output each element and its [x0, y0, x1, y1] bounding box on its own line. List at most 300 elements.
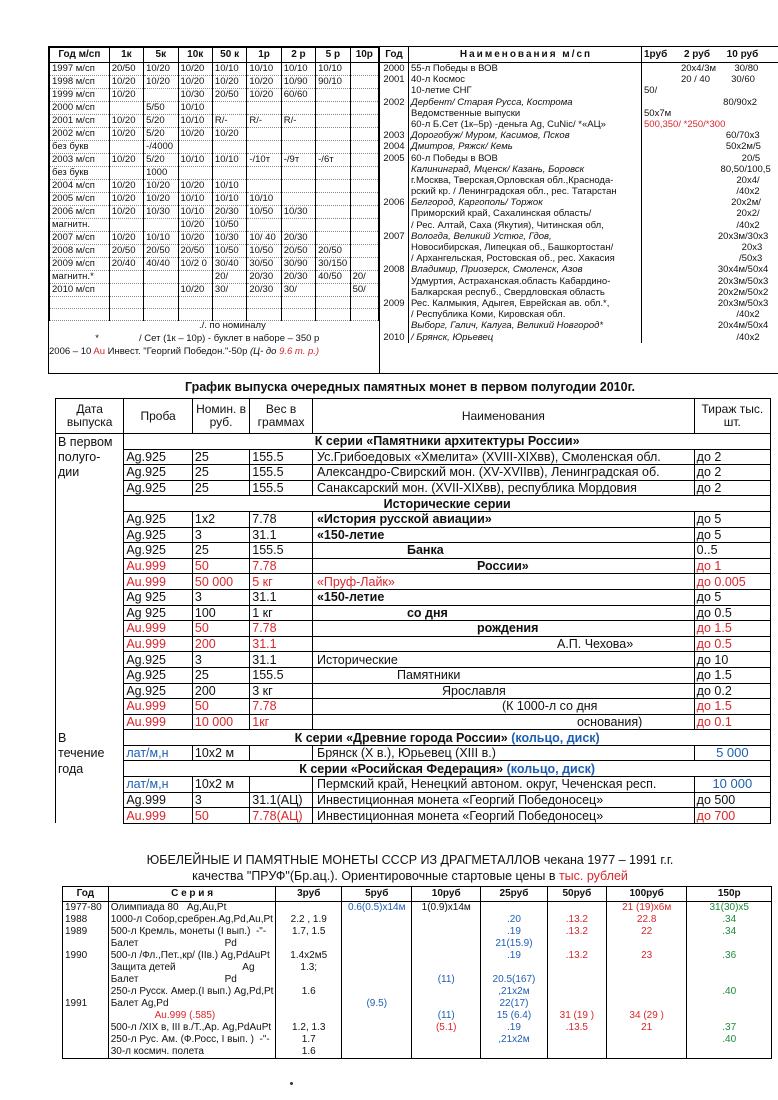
- mintage: до 5: [694, 511, 770, 527]
- soviet-price: [547, 938, 606, 950]
- sets-cell: 20/50: [109, 63, 143, 76]
- series-heading-text: К серии «Памятники архитектуры России»: [314, 434, 580, 449]
- sets-row: [50, 258, 379, 271]
- series-heading: [124, 496, 771, 512]
- mintage: до 0.5: [694, 636, 770, 652]
- fineness: Au.999: [124, 574, 193, 590]
- sets-col-header: 5 р: [316, 48, 350, 63]
- footnote-invest: Инвест. "Георгий Победон."-50р: [105, 346, 248, 357]
- soviet-price: 1.3;: [276, 962, 342, 974]
- schedule-row: [56, 699, 771, 715]
- weight: 7.78: [250, 699, 313, 715]
- release-date: [56, 808, 124, 824]
- denomination: 50: [192, 808, 249, 824]
- soviet-col-header: 3руб: [276, 887, 342, 902]
- weight: 7.78: [250, 558, 313, 574]
- soviet-row: [63, 986, 772, 998]
- sets-cell: 10/20: [109, 154, 143, 167]
- sets-cell: R/-: [247, 115, 281, 128]
- sets-cell: [109, 271, 143, 284]
- sets-cell: [109, 219, 143, 232]
- soviet-price: [606, 986, 687, 998]
- fineness: Au.999: [124, 699, 193, 715]
- commemorative-row: [380, 119, 778, 130]
- schedule-row: [56, 465, 771, 481]
- series-heading: [124, 730, 771, 746]
- commemorative-row: [380, 298, 778, 309]
- sets-row: [50, 193, 379, 206]
- sets-row: [50, 271, 379, 284]
- soviet-price: .13.2: [547, 914, 606, 926]
- sets-row: [50, 284, 379, 297]
- sets-cell: 10/20: [109, 193, 143, 206]
- sets-row-year: 2000 м/сп: [50, 102, 110, 115]
- weight: 31.1(АЦ): [250, 792, 313, 808]
- soviet-price: .19: [480, 1022, 547, 1034]
- commemorative-name: Ведомственные выпуски: [409, 108, 642, 119]
- soviet-price: .13.5: [547, 1022, 606, 1034]
- sets-cell: 40/40: [144, 258, 178, 271]
- weight: 7.78(АЦ): [250, 808, 313, 824]
- coin-name: Инвестиционная монета «Георгий Победоносец»: [312, 792, 694, 808]
- coin-name: «История русской авиации»: [312, 511, 694, 527]
- sets-cell: 10/50: [247, 245, 281, 258]
- schedule-row: [56, 714, 771, 730]
- sets-cell: 90/10: [316, 76, 350, 89]
- commemorative-name: 10-летие СНГ: [409, 85, 642, 96]
- commemorative-year: [380, 253, 409, 264]
- soviet-series: Балет Pd: [108, 938, 276, 950]
- sets-cell: [350, 128, 378, 141]
- commemorative-name: / Архангельская, Ростовская об., рес. Хакасия: [409, 253, 642, 264]
- sets-cell: 10/20: [212, 128, 246, 141]
- soviet-price: [547, 902, 606, 915]
- sets-row-year: 2005 м/сп: [50, 193, 110, 206]
- commemorative-price: 20х4м/50х4: [644, 320, 769, 332]
- sets-cell: 10/10: [144, 232, 178, 245]
- sets-cell: [212, 141, 246, 154]
- weight: [250, 745, 313, 761]
- sets-col-header: 1р: [247, 48, 281, 63]
- sets-cell: 10/20: [144, 180, 178, 193]
- commemorative-name: Удмуртия, Астраханская.область Кабардино-: [409, 276, 642, 287]
- release-date: полуго-: [56, 449, 124, 465]
- commemorative-year: 2005: [380, 153, 409, 164]
- commemorative-price: 50/: [644, 85, 658, 97]
- commemorative-year: [380, 220, 409, 231]
- sets-cell: [144, 284, 178, 297]
- sets-cell: 30/: [281, 284, 315, 297]
- sets-cell: 10/10: [178, 102, 212, 115]
- footnote-price-prefix: (Ц- до: [250, 346, 277, 357]
- commemorative-row: [380, 197, 778, 208]
- schedule-row: [56, 449, 771, 465]
- soviet-year: [63, 1010, 109, 1022]
- footnote-star: *: [95, 333, 99, 344]
- sets-row: [50, 102, 379, 115]
- sets-col-header: 50 к: [212, 48, 246, 63]
- commemorative-row: [380, 153, 778, 164]
- sets-row: [50, 63, 379, 76]
- weight: 1кг: [250, 714, 313, 730]
- commemorative-year: [380, 186, 409, 197]
- schedule-row: [56, 667, 771, 683]
- commemorative-name: г.Москва, Тверская,Орловская обл.,Краснода-: [409, 175, 642, 186]
- sets-cell: [281, 102, 315, 115]
- release-date: [56, 527, 124, 543]
- soviet-price: [342, 1034, 412, 1046]
- weight: 31.1: [250, 652, 313, 668]
- mintage: до 1.5: [694, 699, 770, 715]
- soviet-year: [63, 938, 109, 950]
- sets-cell: [281, 167, 315, 180]
- sets-row-year: 2003 м/сп: [50, 154, 110, 167]
- sets-cell: [316, 167, 350, 180]
- sets-row: [50, 180, 379, 193]
- soviet-price: (11): [412, 974, 480, 986]
- sets-cell: 30/: [212, 284, 246, 297]
- fineness: Ag.925: [124, 465, 193, 481]
- commemorative-name: Дмитров, Ряжск/ Кемь: [409, 141, 642, 152]
- commemorative-price: 80,50/100,5: [644, 163, 771, 175]
- release-date: В первом: [56, 434, 124, 450]
- commemorative-price: 500,350/ *250/*300: [644, 118, 726, 130]
- soviet-price: [412, 950, 480, 962]
- soviet-year: [63, 974, 109, 986]
- soviet-col-header: 10руб: [412, 887, 480, 902]
- sets-col-header: 10р: [350, 48, 378, 63]
- commemorative-row: [380, 253, 778, 264]
- commemorative-price: 20х4/3м 30/80: [644, 63, 759, 74]
- soviet-price: [276, 938, 342, 950]
- commemorative-name: Белгород, Каргополь/ Торжок: [409, 197, 642, 208]
- soviet-price: .19: [480, 950, 547, 962]
- schedule-row: [56, 527, 771, 543]
- soviet-price: [547, 974, 606, 986]
- commemorative-price: 20х2/: [644, 208, 760, 220]
- soviet-series: 250-л Рус. Ам. (Ф.Росс, I вып. ) -"-: [108, 1034, 276, 1046]
- denomination: 1х2: [192, 511, 249, 527]
- soviet-price: 23: [606, 950, 687, 962]
- release-date: [56, 621, 124, 637]
- mintage: до 700: [694, 808, 770, 824]
- soviet-price: [342, 974, 412, 986]
- sets-row-year: [50, 297, 110, 309]
- sets-cell: [316, 115, 350, 128]
- schedule-row: [56, 792, 771, 808]
- soviet-price: [606, 998, 687, 1010]
- soviet-price: .13.2: [547, 926, 606, 938]
- commemorative-year: [380, 119, 409, 130]
- soviet-row: [63, 938, 772, 950]
- sets-cell: [144, 297, 178, 309]
- denomination: 3: [192, 589, 249, 605]
- sets-cell: 10/30: [144, 206, 178, 219]
- sets-cell: 10/10: [247, 193, 281, 206]
- sets-cell: 10/50: [212, 219, 246, 232]
- weight: 155.5: [250, 480, 313, 496]
- commemorative-price: 20х4/: [644, 174, 760, 186]
- sets-cell: 10/20: [144, 63, 178, 76]
- sets-row-year: 2006 м/сп: [50, 206, 110, 219]
- commemorative-price: 20х2м/: [644, 197, 761, 209]
- commemorative-row: [380, 309, 778, 320]
- schedule-row: [56, 652, 771, 668]
- schedule-row: [56, 745, 771, 761]
- sets-cell: [316, 128, 350, 141]
- sets-cell: 20/40: [109, 258, 143, 271]
- fineness: Ag.925: [124, 667, 193, 683]
- soviet-price: [412, 962, 480, 974]
- schedule-row: [56, 574, 771, 590]
- commemorative-year: 2004: [380, 141, 409, 152]
- commemorative-year: [380, 208, 409, 219]
- denomination: 50: [192, 558, 249, 574]
- commemorative-row: [380, 220, 778, 231]
- soviet-price: [687, 1046, 772, 1059]
- sets-cell: [350, 63, 378, 76]
- schedule-body: [56, 434, 771, 824]
- soviet-price: [547, 1046, 606, 1059]
- commemorative-year: [380, 287, 409, 298]
- schedule-row: [56, 480, 771, 496]
- coin-name: Исторические: [312, 652, 694, 668]
- soviet-price: 1(0.9)х14м: [412, 902, 480, 915]
- sets-row-year: 1997 м/сп: [50, 63, 110, 76]
- denomination: 3: [192, 792, 249, 808]
- commemorative-year: [380, 309, 409, 320]
- sets-cell: 10/10: [178, 154, 212, 167]
- soviet-price: 15 (6.4): [480, 1010, 547, 1022]
- fineness: Ag.999: [124, 792, 193, 808]
- soviet-table-body: [63, 902, 772, 1059]
- release-date: течение: [56, 745, 124, 761]
- soviet-series: Балет Pd: [108, 974, 276, 986]
- sets-cell: [316, 102, 350, 115]
- commemorative-year: 2003: [380, 130, 409, 141]
- series-heading-text: К серии «Древние города России»: [294, 730, 508, 745]
- soviet-col-header: 5руб: [342, 887, 412, 902]
- commemorative-name: рский кр. / Ленинградская обл., рес. Татарстан: [409, 186, 642, 197]
- mintage: до 1.5: [694, 621, 770, 637]
- soviet-price: [480, 902, 547, 915]
- sets-cell: 30/150: [316, 258, 350, 271]
- sets-cell: 10/20: [178, 63, 212, 76]
- soviet-price: 20.5(167): [480, 974, 547, 986]
- sets-row: [50, 206, 379, 219]
- soviet-price: [606, 1046, 687, 1059]
- sets-cell: [281, 219, 315, 232]
- sets-cell: [281, 297, 315, 309]
- sets-col-header: 5к: [144, 48, 178, 63]
- soviet-series: 30-л космич. полета: [108, 1046, 276, 1059]
- weight: 155.5: [250, 543, 313, 559]
- sets-row: [50, 154, 379, 167]
- coin-name: Ус.Грибоедовых «Хмелита» (XVIII-XIXвв), Смоленская обл.: [312, 449, 694, 465]
- coin-name: рождения: [312, 621, 694, 637]
- fineness: Au.999: [124, 808, 193, 824]
- sets-row: [50, 141, 379, 154]
- commemorative-row: [380, 63, 778, 74]
- sets-cell: [316, 89, 350, 102]
- sets-cell: [109, 297, 143, 309]
- commemorative-price: /40х2: [644, 186, 760, 198]
- soviet-price: .37: [687, 1022, 772, 1034]
- schedule-row: [56, 777, 771, 793]
- sets-cell: 10/20: [212, 76, 246, 89]
- sets-cell: [350, 102, 378, 115]
- sets-cell: 20/: [350, 271, 378, 284]
- sets-cell: 20/50: [316, 245, 350, 258]
- sets-cell: 10/20: [144, 76, 178, 89]
- soviet-price: 1.7, 1.5: [276, 926, 342, 938]
- soviet-price: [480, 962, 547, 974]
- release-date: [56, 777, 124, 793]
- denomination: 25: [192, 465, 249, 481]
- soviet-coins-table: [62, 886, 772, 1059]
- sets-cell: [350, 154, 378, 167]
- commemorative-year: 2007: [380, 231, 409, 242]
- coin-name: Санаксарский мон. (XVII-XIXвв), республика Мордовия: [312, 480, 694, 496]
- release-date: [56, 714, 124, 730]
- soviet-price: .36: [687, 950, 772, 962]
- commemorative-row: [380, 74, 778, 85]
- schedule-col-header: Вес в граммах: [250, 399, 313, 434]
- mintage: 5 000: [694, 745, 770, 761]
- sets-cell: 20/50: [212, 89, 246, 102]
- soviet-price: ,21х2м: [480, 1034, 547, 1046]
- sets-cell: [350, 89, 378, 102]
- sets-cell: [109, 141, 143, 154]
- sets-cell: 10/10: [247, 63, 281, 76]
- soviet-row: [63, 1034, 772, 1046]
- sets-cell: 10/20: [109, 115, 143, 128]
- commemorative-row: [380, 130, 778, 141]
- fineness: Ag.925: [124, 543, 193, 559]
- mintage: до 0.5: [694, 605, 770, 621]
- sets-cell: 20/50: [144, 245, 178, 258]
- sets-cell: R/-: [281, 115, 315, 128]
- series-heading-text: Исторические серии: [383, 496, 511, 511]
- mintage: до 5: [694, 589, 770, 605]
- commemorative-name: / Рес. Алтай, Саха (Якутия), Читинская обл,: [409, 220, 642, 231]
- soviet-price: [342, 950, 412, 962]
- commemorative-row: [380, 320, 778, 331]
- sets-cell: [350, 180, 378, 193]
- schedule-row: [56, 589, 771, 605]
- sets-row-year: магнитн.: [50, 219, 110, 232]
- commemorative-year: [380, 276, 409, 287]
- commemorative-row: [380, 208, 778, 219]
- commemorative-row: [380, 141, 778, 152]
- page-dot: [290, 1082, 293, 1085]
- schedule-title: График выпуска очередных памятных монет в первом полугодии 2010г.: [184, 380, 636, 394]
- coin-name: Памятники: [312, 667, 694, 683]
- commemorative-name: / Брянск, Юрьевец: [409, 332, 642, 343]
- soviet-col-header: С е р и я: [108, 887, 276, 902]
- denomination: 100: [192, 605, 249, 621]
- schedule-col-header: Дата выпуска: [56, 399, 124, 434]
- soviet-price: 31(30)х5: [687, 902, 772, 915]
- soviet-row: [63, 974, 772, 986]
- soviet-col-header: Год: [63, 887, 109, 902]
- coin-name: «Пруф-Лайк»: [312, 574, 694, 590]
- commemorative-year: 2010: [380, 332, 409, 343]
- coin-name: «150-летие: [312, 589, 694, 605]
- soviet-series: 500-л Кремль, монеты (I вып.) -"-: [108, 926, 276, 938]
- sets-cell: [281, 141, 315, 154]
- weight: 5 кг: [250, 574, 313, 590]
- sets-cell: R/-: [212, 115, 246, 128]
- coin-name: Пермский край, Ненецкий автоном. округ, Чеченская респ.: [312, 777, 694, 793]
- commemorative-year: 2008: [380, 264, 409, 275]
- weight: 155.5: [250, 667, 313, 683]
- soviet-price: [342, 1046, 412, 1059]
- release-date: [56, 543, 124, 559]
- soviet-price: [687, 1010, 772, 1022]
- soviet-price: [276, 998, 342, 1010]
- sets-cell: 10/30: [212, 232, 246, 245]
- schedule-row: [56, 558, 771, 574]
- sets-row-year: 2008 м/сп: [50, 245, 110, 258]
- sets-cell: [247, 297, 281, 309]
- sets-cell: [316, 284, 350, 297]
- sets-cell: 10/20: [178, 128, 212, 141]
- fineness: лат/м,н: [124, 745, 193, 761]
- soviet-price: [342, 962, 412, 974]
- sets-cell: 10/20: [178, 219, 212, 232]
- commemorative-year: 2002: [380, 97, 409, 108]
- mintage: 10 000: [694, 777, 770, 793]
- soviet-price: 22: [606, 926, 687, 938]
- sets-cell: -/9т: [281, 154, 315, 167]
- sets-cell: [316, 219, 350, 232]
- soviet-price: 21 (19)х6м: [606, 902, 687, 915]
- weight: 3 кг: [250, 683, 313, 699]
- sets-cell: 20/50: [281, 245, 315, 258]
- soviet-price: .34: [687, 914, 772, 926]
- denomination: 10х2 м: [192, 777, 249, 793]
- commemorative-price: 20х2м/50х2: [644, 286, 769, 298]
- schedule-row: [56, 636, 771, 652]
- sets-cell: 10/10: [178, 193, 212, 206]
- soviet-price: 22(17): [480, 998, 547, 1010]
- sets-cell: 10/10: [316, 63, 350, 76]
- soviet-price: 1.4х2м5: [276, 950, 342, 962]
- footnote-year: 2006 – 10: [49, 346, 92, 357]
- sets-cell: 20/30: [212, 206, 246, 219]
- commemorative-list-body: [380, 63, 778, 343]
- soviet-price: (9.5): [342, 998, 412, 1010]
- sets-cell: [350, 232, 378, 245]
- schedule-col-header: Наименования: [312, 399, 694, 434]
- commemorative-name: 40-л Космос: [409, 74, 642, 85]
- sets-row: [50, 128, 379, 141]
- commemorative-price: 60/70х3: [644, 130, 760, 142]
- soviet-coins-subtitle: качества "ПРУФ"(Бр.ац.). Ориентировочные стартовые цены в: [192, 869, 556, 883]
- sets-cell: 10/30: [178, 89, 212, 102]
- soviet-price: 31 (19 ): [547, 1010, 606, 1022]
- denomination: 25: [192, 543, 249, 559]
- soviet-price: 21(15.9): [480, 938, 547, 950]
- soviet-row: [63, 1046, 772, 1059]
- commemorative-name: / Республика Коми, Кировская обл.: [409, 309, 642, 320]
- soviet-price: [412, 1046, 480, 1059]
- commemorative-price: /40х2: [644, 219, 760, 231]
- commemorative-row: [380, 97, 778, 108]
- denomination: 3: [192, 652, 249, 668]
- soviet-year: 1988: [63, 914, 109, 926]
